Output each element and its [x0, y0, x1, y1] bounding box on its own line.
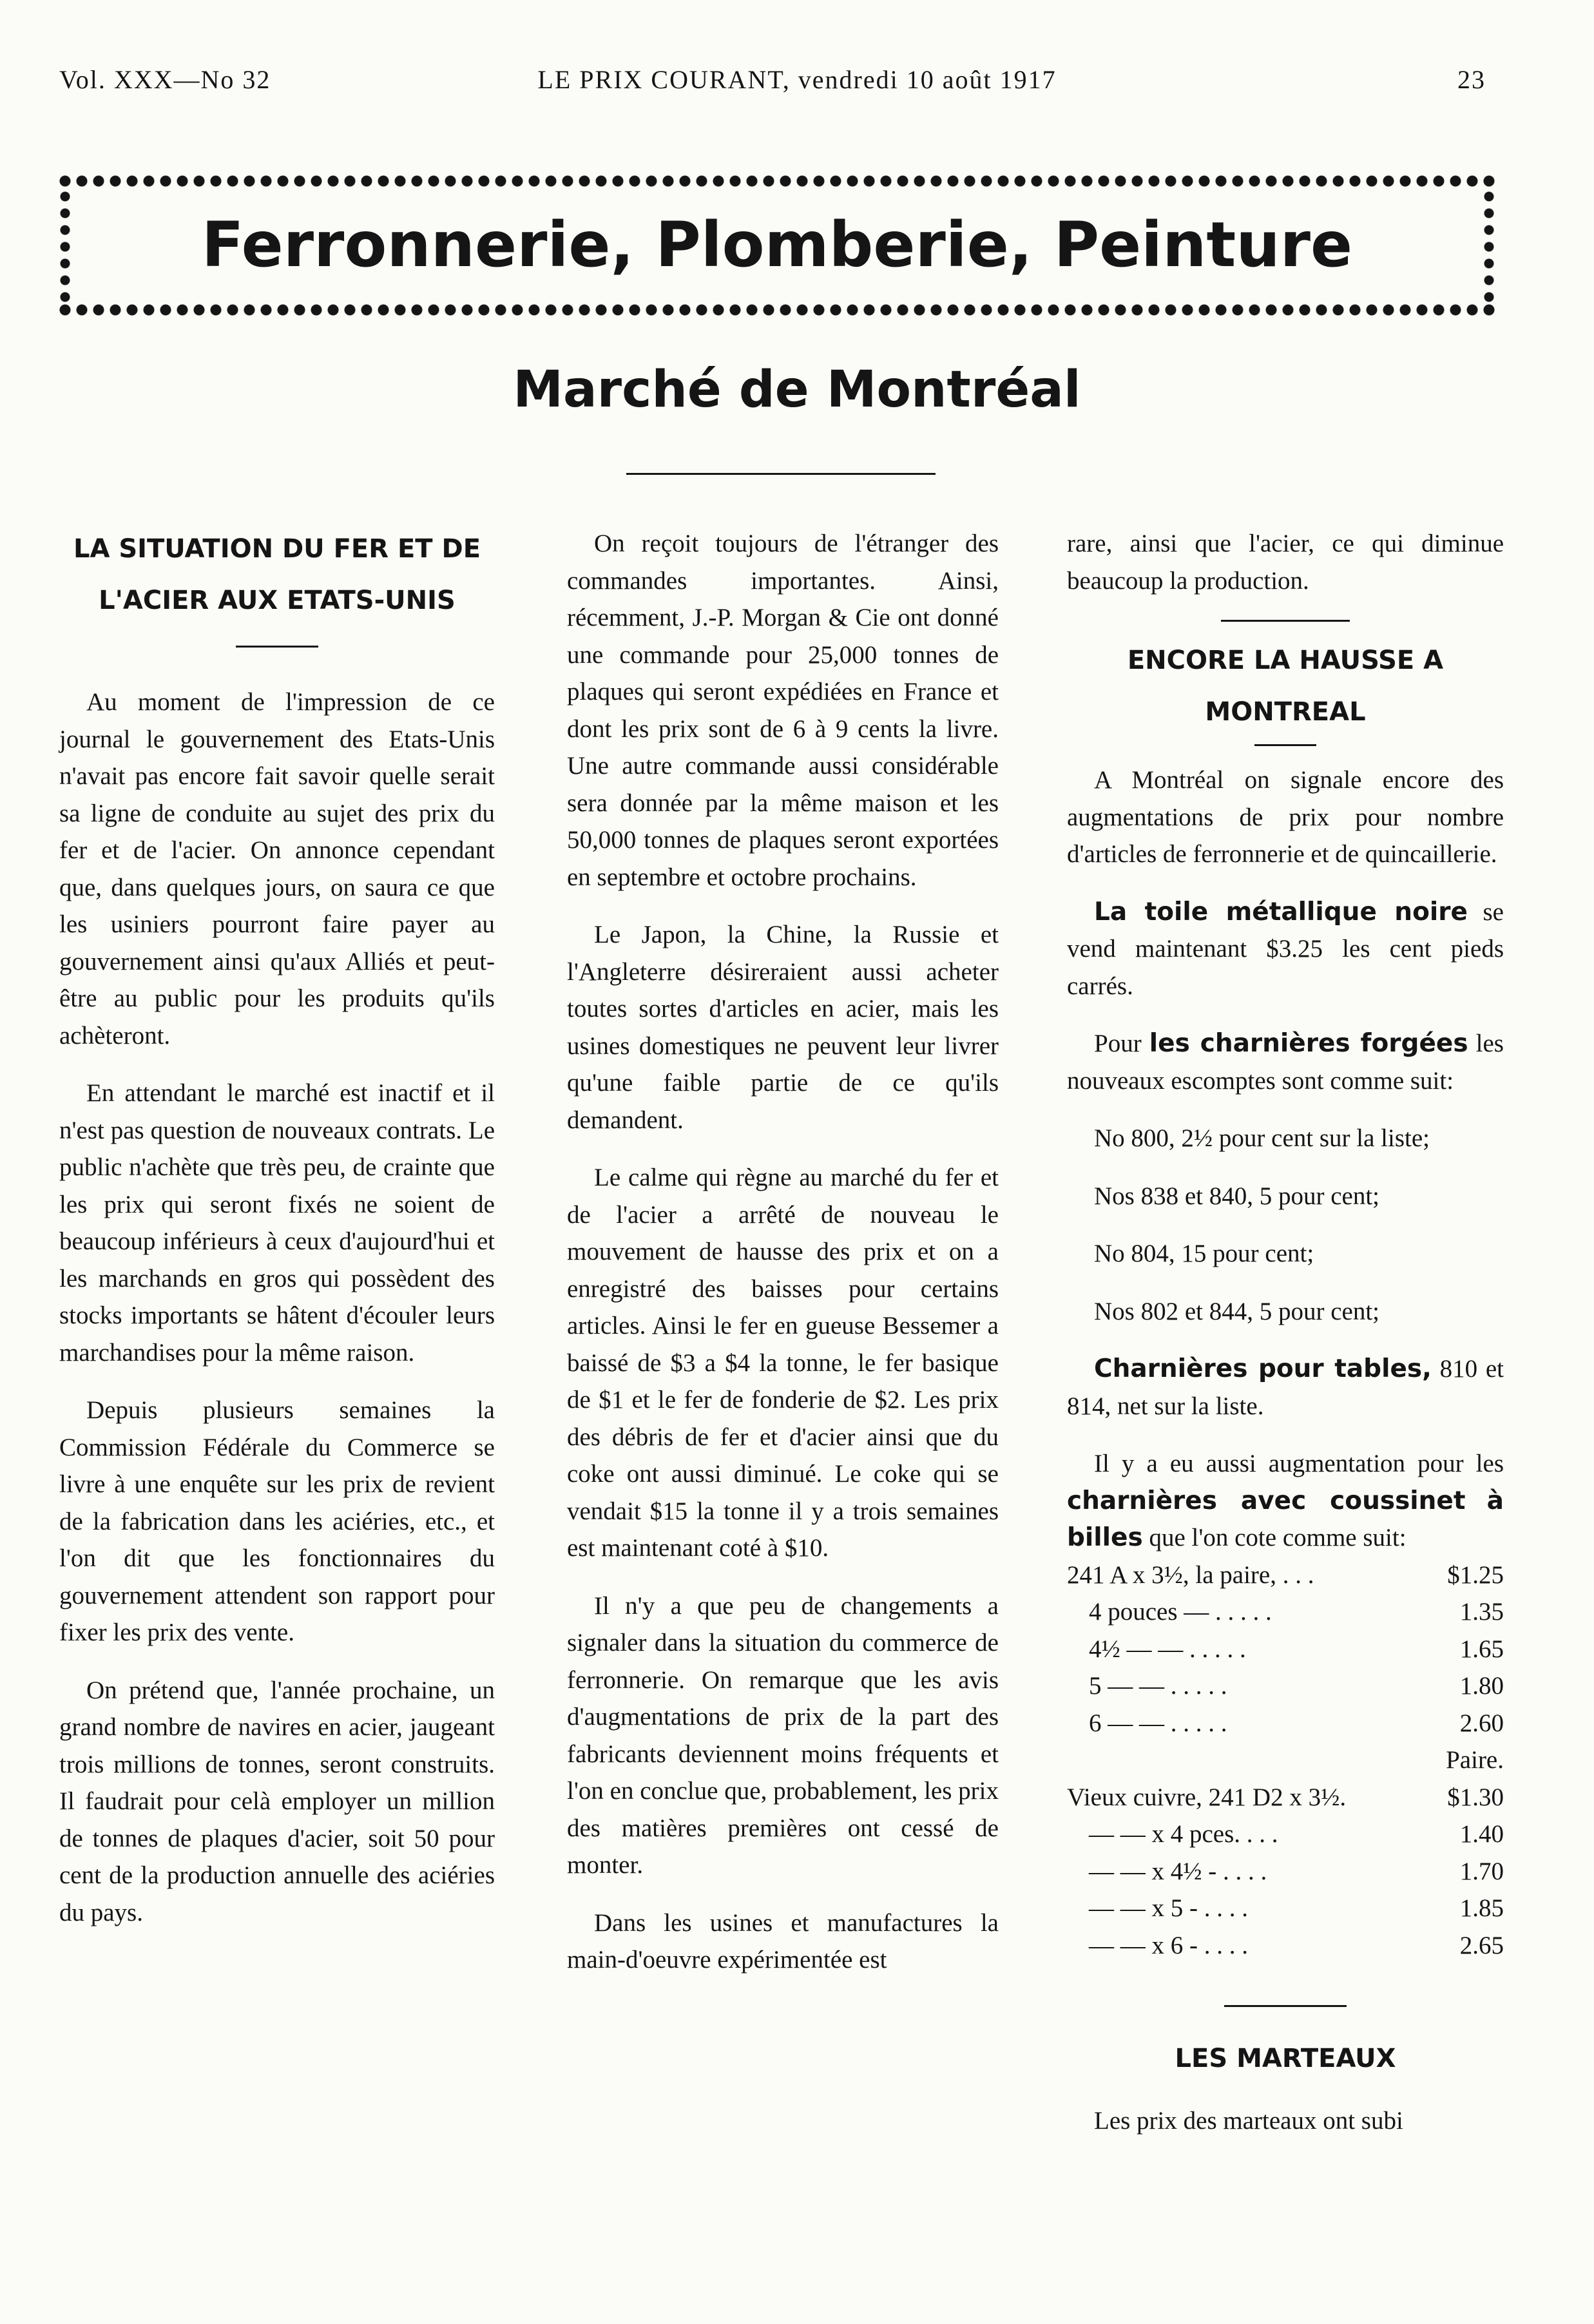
- price-row: — — x 6 - . . . . 2.65: [1089, 1931, 1504, 1959]
- column-2: [567, 525, 999, 1999]
- article-heading: LES MARTEAUX: [1175, 2044, 1396, 2073]
- bottom-border: [57, 302, 1497, 318]
- paragraph: Les prix des marteaux ont subi: [1094, 2107, 1403, 2135]
- price-row: — — x 4½ - . . . . 1.70: [1089, 1857, 1504, 1885]
- article-rule: [1224, 2005, 1347, 2007]
- paragraph: Charnières pour tables, 810 et 814, net sur la liste.: [1067, 1354, 1504, 1420]
- article-rule: [1221, 620, 1350, 622]
- discount-line: No 804, 15 pour cent;: [1094, 1240, 1314, 1267]
- paragraph: Le Japon, la Chine, la Russie et l'Angleterre désireraient aussi acheter toutes sortes d'articles en acier, mais les usines domestiques ne peuvent leur livrer qu'une faible partie de ce qu'ils demandent.: [567, 921, 999, 1134]
- paragraph: Il n'y a que peu de changements a signaler dans la situation du commerce de ferronnerie. On remarque que les avis d'augmentations de prix de la part des fabricants deviennent moins fréquents et l'on en conclue que, probablement, les prix des matières premières ont cessé de monter.: [567, 1591, 999, 1879]
- discount-line: No 800, 2½ pour cent sur la liste;: [1094, 1124, 1430, 1152]
- price-row: — — x 4 pces. . . . 1.40: [1089, 1820, 1504, 1848]
- column-3: [1067, 525, 1504, 2160]
- paragraph: A Montréal on signale encore des augmentations de prix pour nombre d'articles de ferronnerie et de quincaillerie.: [1067, 766, 1504, 868]
- publication-title: LE PRIX COURANT, vendredi 10 août 1917: [537, 65, 1057, 94]
- top-border: [57, 173, 1497, 189]
- discount-line: Nos 802 et 844, 5 pour cent;: [1094, 1297, 1380, 1325]
- paragraph: Dans les usines et manufactures la main-d'oeuvre expérimentée est: [567, 1908, 999, 1973]
- heading-rule: [1254, 744, 1316, 746]
- bold-term: Charnières pour tables,: [1094, 1354, 1432, 1383]
- paragraph: Depuis plusieurs semaines la Commission Fédérale du Commerce se livre à une enquête sur les prix de revient de la fabrication dans les aciéries, etc., et l'on dit que les fonctionnaires du gouvernement attendent son rapport pour fixer les prix des vente.: [59, 1396, 495, 1646]
- price-row: 4 pouces — . . . . . 1.35: [1089, 1598, 1504, 1626]
- unit-label: Paire.: [1446, 1746, 1504, 1774]
- price-row: Vieux cuivre, 241 D2 x 3½. $1.30: [1067, 1783, 1504, 1811]
- discount-line: Nos 838 et 840, 5 pour cent;: [1094, 1182, 1380, 1210]
- bold-term: à billes: [1067, 1486, 1504, 1552]
- page-number: 23: [1457, 65, 1486, 94]
- paragraph: En attendant le marché est inactif et il n'est pas question de nouveaux contrats. Le public n'achète que très peu, de crainte que les prix qui seront fixés ne soient de beaucoup inférieurs à ceux d'aujourd'hui et les marchands en gros qui possèdent des stocks importants se hâtent d'écouler leurs marchandises pour la même raison.: [59, 1079, 495, 1367]
- page-subtitle: Marché de Montréal: [513, 361, 1081, 419]
- paragraph: La toile métallique noire se vend maintenant $3.25 les cent pieds carrés.: [1067, 897, 1504, 1000]
- price-row: 5 — — . . . . . 1.80: [1089, 1672, 1504, 1700]
- paragraph: Au moment de l'impression de ce journal le gouvernement des Etats-Unis n'avait pas encore fait savoir quelle serait sa ligne de conduite au sujet des prix du fer et de l'acier. On annonce cependant que, dans quelques jours, on saura ce que les usiniers pourront faire payer au gouvernement ainsi qu'aux Alliés et peut-être au public pour les produits qu'ils achèteront.: [59, 688, 495, 1050]
- bold-term: La toile métallique noire: [1094, 897, 1468, 927]
- volume-number: Vol. XXX—No 32: [59, 65, 271, 94]
- heading-rule: [236, 646, 318, 648]
- price-row: 4½ — — . . . . . 1.65: [1089, 1635, 1504, 1663]
- paragraph: Pour les charnières forgées les nouveaux escomptes sont comme suit:: [1067, 1029, 1504, 1095]
- paragraph: On reçoit toujours de l'étranger des commandes importantes. Ainsi, récemment, J.-P. Morgan & Cie ont donné une commande pour 25,000 tonnes de plaques qui seront expédiées en France et dont les prix sont de 6 à 9 cents la livre. Une autre commande aussi considérable sera donnée par la même maison et les 50,000 tonnes de plaques seront exportées en septembre et octobre prochains.: [567, 530, 999, 891]
- article-heading: LA SITUATION DU FER ET DE L'ACIER AUX ETATS-UNIS: [73, 534, 481, 615]
- paragraph: rare, ainsi que l'acier, ce qui diminue beaucoup la production.: [1067, 530, 1504, 595]
- paragraph: Le calme qui règne au marché du fer et de l'acier a arrêté de nouveau le mouvement de hausse des prix et on a enregistré des baisses pour certains articles. Ainsi le fer en gueuse Bessemer a baissé de $3 a $4 la tonne, le fer basique de $1 et le fer de fonderie de $2. Les prix des débris de fer et d'acier ainsi que du coke ont aussi diminué. Le coke qui se vendait $15 la tonne il y a trois semaines est maintenant coté à $10.: [567, 1164, 999, 1562]
- price-row: — — x 5 - . . . . 1.85: [1089, 1894, 1504, 1922]
- column-1: [59, 523, 495, 1952]
- bold-term: les charnières forgées: [1149, 1029, 1468, 1058]
- price-list-hinges: [1067, 1557, 1504, 1742]
- section-banner: [57, 173, 1497, 318]
- price-list-brass: [1067, 1779, 1504, 1964]
- bold-term: charnières avec coussinet: [1067, 1486, 1466, 1515]
- section-title: Ferronnerie, Plomberie, Peinture: [201, 209, 1353, 281]
- price-row: 6 — — . . . . . 2.60: [1089, 1709, 1504, 1737]
- subtitle-rule: [626, 473, 936, 475]
- article-heading: ENCORE LA HAUSSE A MONTREAL: [1127, 646, 1444, 727]
- paragraph: Il y a eu aussi augmentation pour les charnières avec coussinet à billes que l'on cote comme suit:: [1067, 1450, 1504, 1552]
- price-row: 241 A x 3½, la paire, . . . $1.25: [1067, 1561, 1504, 1589]
- paragraph: On prétend que, l'année prochaine, un grand nombre de navires en acier, jaugeant trois millions de tonnes, seront construits. Il faudrait pour celà employer un million de tonnes de plaques d'acier, soit 50 pour cent de la production annuelle des aciéries du pays.: [59, 1676, 495, 1926]
